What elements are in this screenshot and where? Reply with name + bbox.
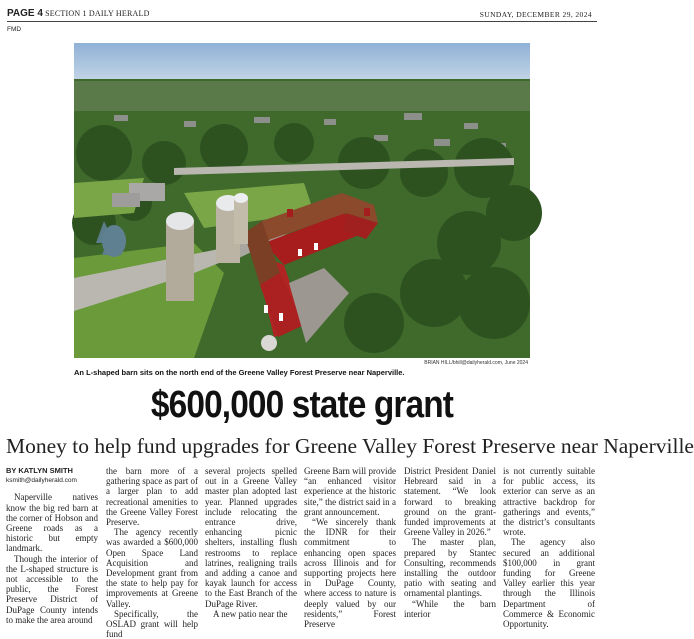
paragraph: The agency recently was awarded a $600,000 Open Space Land Acquisition and Development grant from the state to help pay for improvements at Greene Valley.: [106, 527, 198, 609]
paragraph: Greene Barn will provide “an enhanced visitor experience at the historic site,” the district said in a grant announcement.: [304, 466, 396, 517]
barn-aerial-illustration: [74, 43, 530, 358]
photo-caption: An L-shaped barn sits on the north end of the Greene Valley Forest Preserve near Naperville.: [74, 368, 405, 377]
headline: $600,000 state grant: [150, 384, 454, 426]
issue-date: SUNDAY, DECEMBER 29, 2024: [479, 10, 592, 19]
page-number: PAGE 4: [7, 8, 43, 19]
paragraph: The agency also secured an additional $100,000 in grant funding for Greene Valley earlier this year through the Illinois Department of Commerce & Economic Opportunity.: [503, 537, 595, 630]
paragraph: The master plan, prepared by Stantec Consulting, recommends installing the outdoor patio with seating and ornamental plantings.: [404, 537, 496, 599]
article-column-1: [6, 466, 98, 625]
paragraph: Specifically, the OSLAD grant will help fund: [106, 608, 198, 639]
page-header-left: [7, 8, 150, 19]
barn-aerial-photo: [74, 43, 530, 358]
article-column-4: [304, 466, 396, 629]
paragraph: “While the barn interior: [404, 598, 496, 619]
subheadline: Money to help fund upgrades for Greene Valley Forest Preserve near Naperville: [6, 434, 694, 458]
article-column-3: [205, 466, 297, 619]
article-column-5: [404, 466, 496, 619]
paragraph: is not currently suitable for public access, its exterior can serve as an attractive backdrop for gatherings and events,” the district’s consultants wrote.: [503, 466, 595, 538]
paragraph: Though the interior of the L-shaped structure is not accessible to the public, the Forest Preserve District of DuPage County intends to make the area around: [6, 553, 98, 625]
paragraph: District President Daniel Hebreard said in a statement. “We look forward to breaking ground on the grant-funded improvements at Greene Valley in 2026.”: [404, 466, 496, 538]
paragraph: Naperville natives know the big red barn at the corner of Hobson and Greene roads as a historic but empty landmark.: [6, 492, 98, 554]
paragraph: A new patio near the: [213, 608, 288, 619]
article-column-6: [503, 466, 595, 629]
article-column-2: [106, 466, 198, 639]
paragraph: several projects spelled out in a Greene Valley master plan adopted last year. Planned upgrades include relocating the entrance drive, enhancing picnic shelters, installing flush restrooms to replace latrines, realigning trails and adding a canoe and kayak launch for access to the East Branch of the DuPage River.: [205, 466, 297, 609]
author-email: ksmith@dailyherald.com: [6, 477, 77, 485]
header-rule: [7, 21, 597, 22]
byline: BY KATLYN SMITH: [6, 466, 73, 475]
section-label: SECTION 1 DAILY HERALD: [45, 9, 150, 18]
paragraph: “We sincerely thank the IDNR for their commitment to enhancing open spaces across Illinois and for supporting projects here in DuPage County, where access to nature is deeply valued by our residents,” Forest Preserve: [304, 517, 396, 630]
edition-code: FMD: [7, 26, 22, 33]
paragraph: the barn more of a gathering space as part of a larger plan to add recreational amenities to the Greene Valley Forest Preserve.: [106, 466, 198, 528]
photo-credit: BRIAN HILL/bhill@dailyherald.com, June 2024: [424, 360, 528, 366]
